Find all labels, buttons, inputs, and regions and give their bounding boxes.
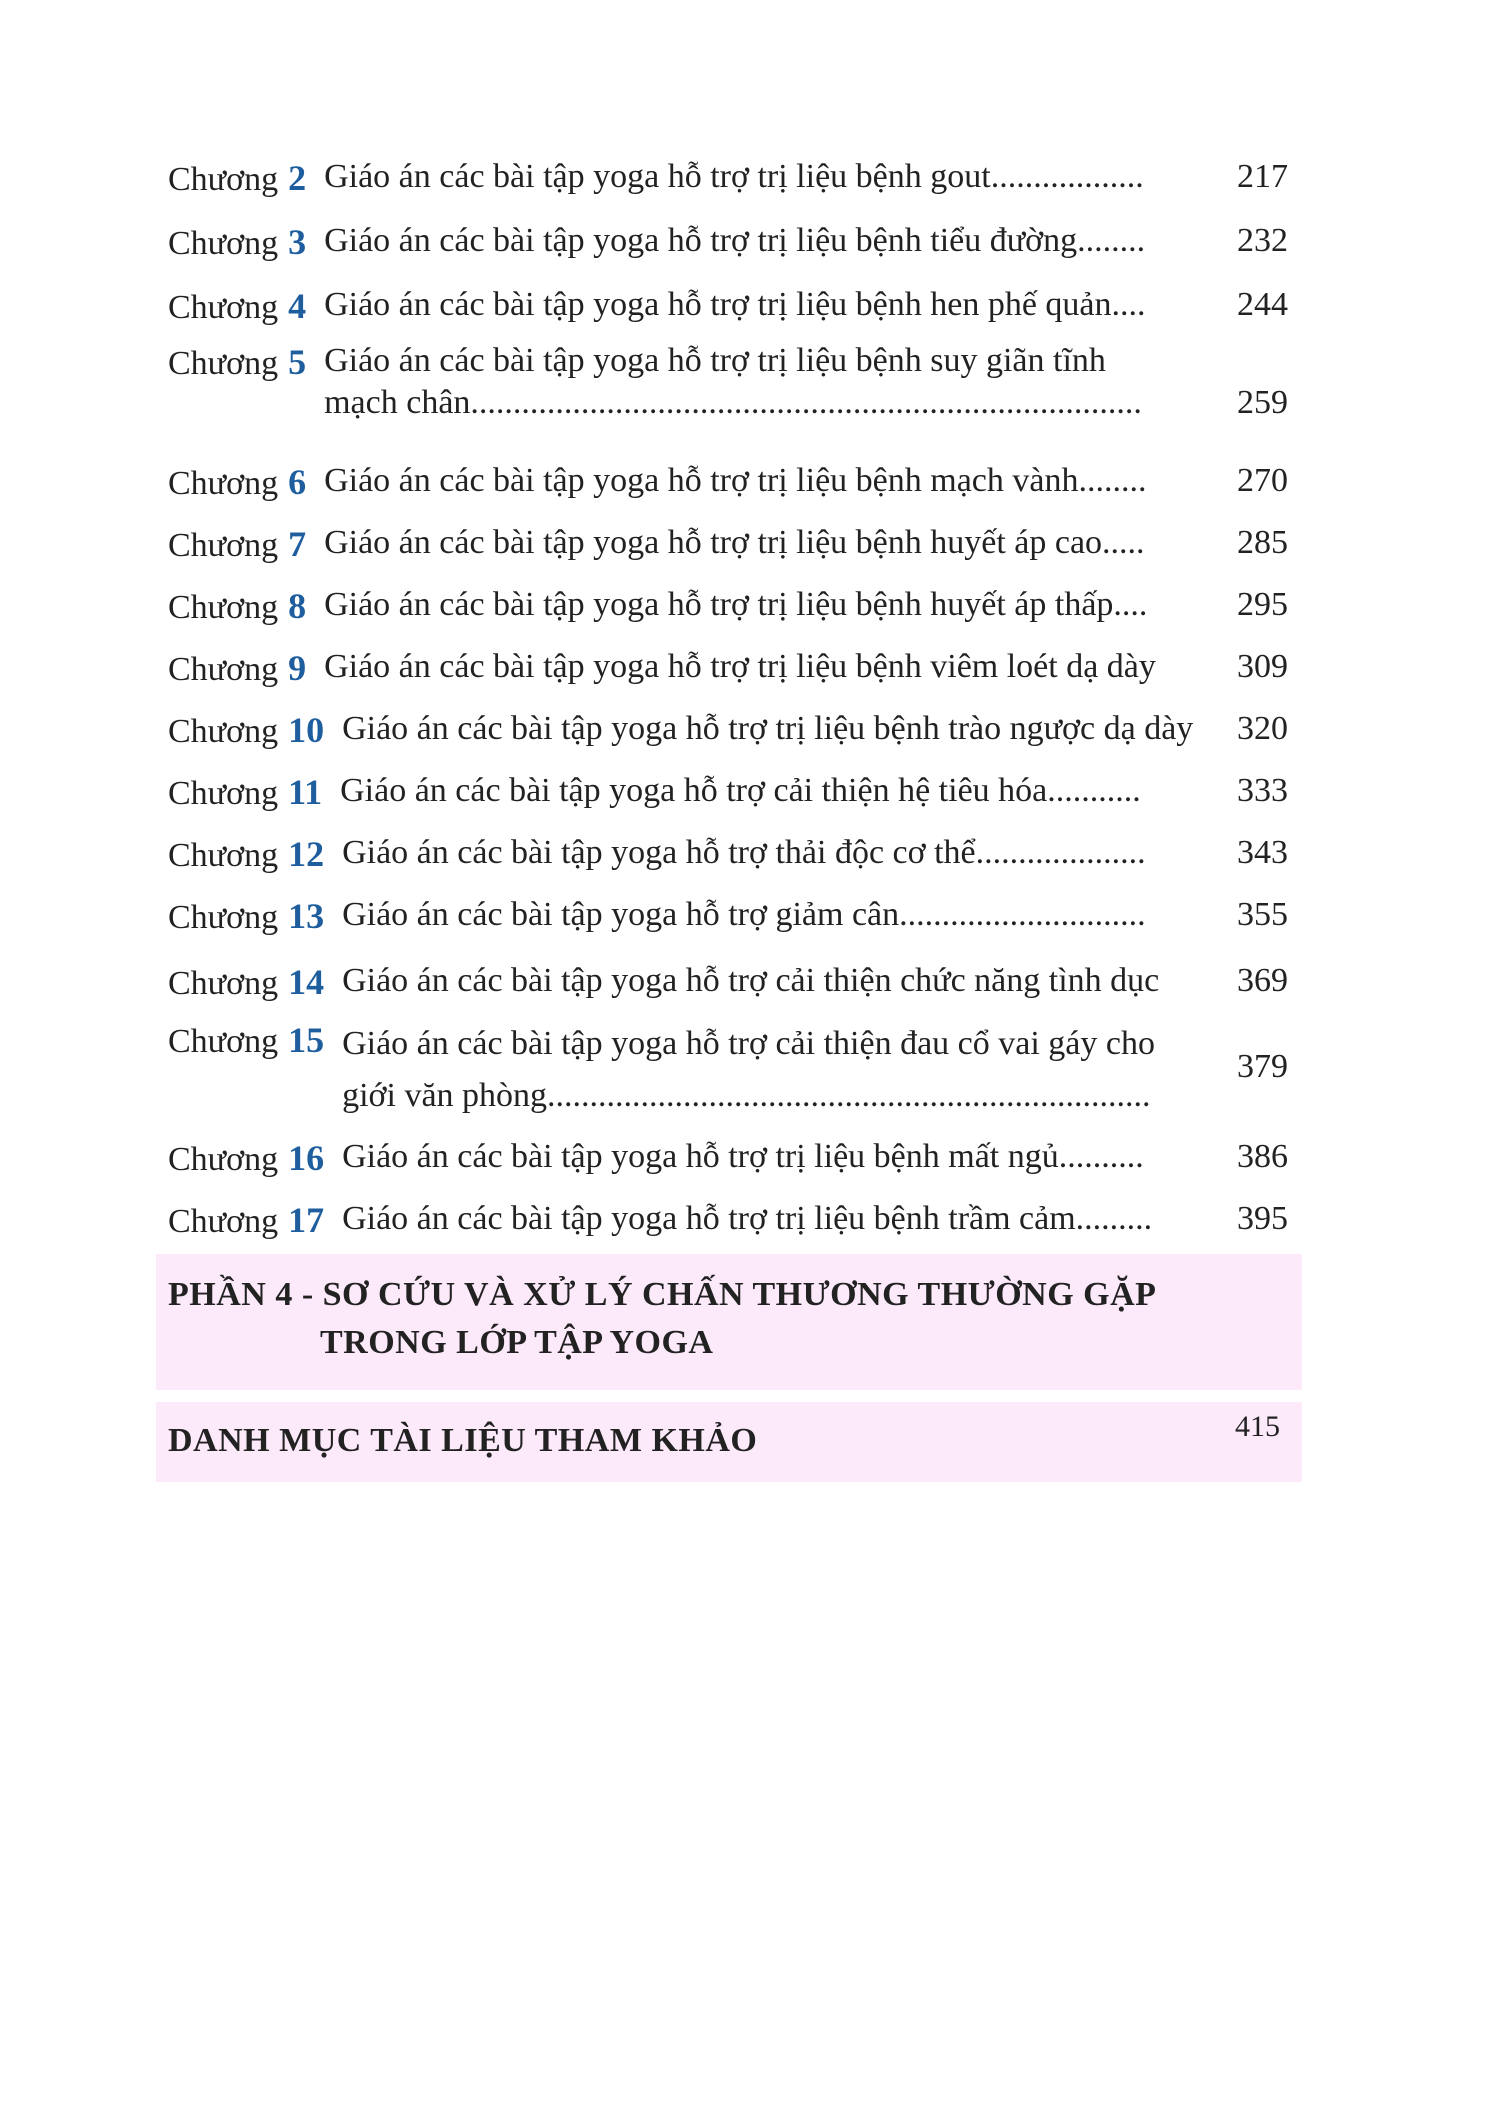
chapter-label [168, 712, 324, 749]
toc-entry-3[interactable] [168, 224, 1298, 288]
chapter-word: Chương [168, 527, 279, 564]
chapter-number: 10 [288, 710, 325, 750]
chapter-title-line-2: giới văn phòng....................................................................... [342, 1077, 1151, 1114]
chapter-title [324, 1018, 1298, 1122]
chapter-word: Chương [168, 775, 279, 812]
chapter-word: Chương [168, 713, 279, 750]
page-number: 379 [1237, 1048, 1288, 1085]
toc-entry-7[interactable] [168, 526, 1298, 588]
toc-entry-2[interactable] [168, 160, 1298, 224]
chapter-label [168, 160, 306, 197]
chapter-title: Giáo án các bài tập yoga hỗ trợ trị liệu bệnh mất ngủ.......... [342, 1140, 1144, 1174]
chapter-title: Giáo án các bài tập yoga hỗ trợ trị liệu bệnh hen phế quản.... [324, 288, 1146, 322]
chapter-label [168, 224, 306, 261]
chapter-word: Chương [168, 289, 279, 326]
chapter-title: Giáo án các bài tập yoga hỗ trợ trị liệu bệnh trào ngược dạ dày [342, 712, 1194, 746]
chapter-label [168, 1140, 324, 1177]
chapter-label [168, 964, 324, 1001]
chapter-number: 3 [288, 222, 307, 262]
chapter-title: Giáo án các bài tập yoga hỗ trợ trị liệu bệnh trầm cảm......... [342, 1202, 1153, 1236]
references-section[interactable] [156, 1402, 1302, 1482]
part-4-title-line-1: PHẦN 4 - SƠ CỨU VÀ XỬ LÝ CHẤN THƯƠNG THƯỜNG GẶP [168, 1276, 1157, 1313]
chapter-title: Giáo án các bài tập yoga hỗ trợ trị liệu bệnh huyết áp thấp.... [324, 588, 1148, 622]
chapter-label [168, 344, 306, 381]
chapter-number: 8 [288, 586, 307, 626]
chapter-label [168, 288, 306, 325]
chapter-title: Giáo án các bài tập yoga hỗ trợ thải độc cơ thể.................... [342, 836, 1146, 870]
toc-entry-17[interactable] [168, 1202, 1298, 1252]
page-number: 369 [1237, 962, 1288, 999]
chapter-title-line-1: Giáo án các bài tập yoga hỗ trợ trị liệu bệnh suy giãn tĩnh [324, 342, 1106, 379]
chapter-word: Chương [168, 651, 279, 688]
chapter-title: Giáo án các bài tập yoga hỗ trợ cải thiện chức năng tình dục [342, 964, 1160, 998]
chapter-number: 12 [288, 834, 325, 874]
page-number: 395 [1237, 1200, 1288, 1237]
toc-entry-14[interactable] [168, 964, 1298, 1022]
toc-entry-4[interactable] [168, 288, 1298, 344]
page-number: 244 [1237, 286, 1288, 323]
page-number: 285 [1237, 524, 1288, 561]
page-number: 270 [1237, 462, 1288, 499]
chapter-number: 13 [288, 896, 325, 936]
page-number: 343 [1237, 834, 1288, 871]
references-title: DANH MỤC TÀI LIỆU THAM KHẢO [168, 1422, 758, 1459]
page-number: 259 [1237, 384, 1288, 421]
chapter-label [168, 588, 306, 625]
chapter-title: Giáo án các bài tập yoga hỗ trợ trị liệu bệnh mạch vành........ [324, 464, 1147, 498]
toc-entry-9[interactable] [168, 650, 1298, 712]
toc-entry-11[interactable] [168, 774, 1298, 836]
chapter-title: Giáo án các bài tập yoga hỗ trợ trị liệu bệnh viêm loét dạ dày [324, 650, 1156, 684]
page-number: 386 [1237, 1138, 1288, 1175]
page-number: 309 [1237, 648, 1288, 685]
toc-list [168, 160, 1298, 1252]
chapter-title: Giáo án các bài tập yoga hỗ trợ cải thiện hệ tiêu hóa........... [340, 774, 1141, 808]
chapter-number: 14 [288, 962, 325, 1002]
page-number: 333 [1237, 772, 1288, 809]
chapter-word: Chương [168, 589, 279, 626]
chapter-title: Giáo án các bài tập yoga hỗ trợ giảm cân............................. [342, 898, 1146, 932]
chapter-number: 9 [288, 648, 307, 688]
chapter-number: 7 [288, 524, 307, 564]
page-number: 232 [1237, 222, 1288, 259]
chapter-title: Giáo án các bài tập yoga hỗ trợ trị liệu bệnh tiểu đường........ [324, 224, 1146, 258]
chapter-word: Chương [168, 345, 279, 382]
chapter-word: Chương [168, 225, 279, 262]
chapter-number: 2 [288, 158, 307, 198]
chapter-title: Giáo án các bài tập yoga hỗ trợ trị liệu bệnh huyết áp cao..... [324, 526, 1145, 560]
toc-entry-15[interactable] [168, 1022, 1298, 1140]
chapter-number: 4 [288, 286, 307, 326]
page-number: 217 [1237, 158, 1288, 195]
chapter-number: 16 [288, 1138, 325, 1178]
toc-entry-5[interactable] [168, 344, 1298, 464]
chapter-label [168, 650, 306, 687]
toc-entry-12[interactable] [168, 836, 1298, 898]
toc-entry-6[interactable] [168, 464, 1298, 526]
chapter-word: Chương [168, 965, 279, 1002]
page-number: 355 [1237, 896, 1288, 933]
toc-entry-8[interactable] [168, 588, 1298, 650]
toc-entry-13[interactable] [168, 898, 1298, 964]
chapter-number: 15 [288, 1020, 325, 1060]
chapter-label [168, 1202, 324, 1239]
chapter-number: 11 [288, 772, 323, 812]
chapter-word: Chương [168, 1023, 279, 1060]
chapter-title-line-2: mạch chân............................................................................... [324, 384, 1142, 421]
toc-entry-10[interactable] [168, 712, 1298, 774]
page-number: 415 [1235, 1410, 1280, 1443]
chapter-number: 6 [288, 462, 307, 502]
chapter-number: 17 [288, 1200, 325, 1240]
chapter-number: 5 [288, 342, 307, 382]
page-number: 295 [1237, 586, 1288, 623]
chapter-label [168, 898, 324, 935]
chapter-label [168, 464, 306, 501]
chapter-title [306, 340, 1298, 424]
chapter-label [168, 836, 324, 873]
chapter-label [168, 774, 322, 811]
page-number: 320 [1237, 710, 1288, 747]
chapter-word: Chương [168, 465, 279, 502]
chapter-title-line-1: Giáo án các bài tập yoga hỗ trợ cải thiện đau cổ vai gáy cho [342, 1025, 1155, 1062]
chapter-word: Chương [168, 899, 279, 936]
chapter-title: Giáo án các bài tập yoga hỗ trợ trị liệu bệnh gout.................. [324, 160, 1144, 194]
chapter-word: Chương [168, 1141, 279, 1178]
chapter-word: Chương [168, 1203, 279, 1240]
chapter-word: Chương [168, 161, 279, 198]
chapter-label [168, 526, 306, 563]
toc-entry-16[interactable] [168, 1140, 1298, 1202]
chapter-label [168, 1022, 324, 1059]
part-4-section[interactable] [156, 1254, 1302, 1390]
chapter-word: Chương [168, 837, 279, 874]
part-4-title-line-2: TRONG LỚP TẬP YOGA [320, 1324, 714, 1361]
